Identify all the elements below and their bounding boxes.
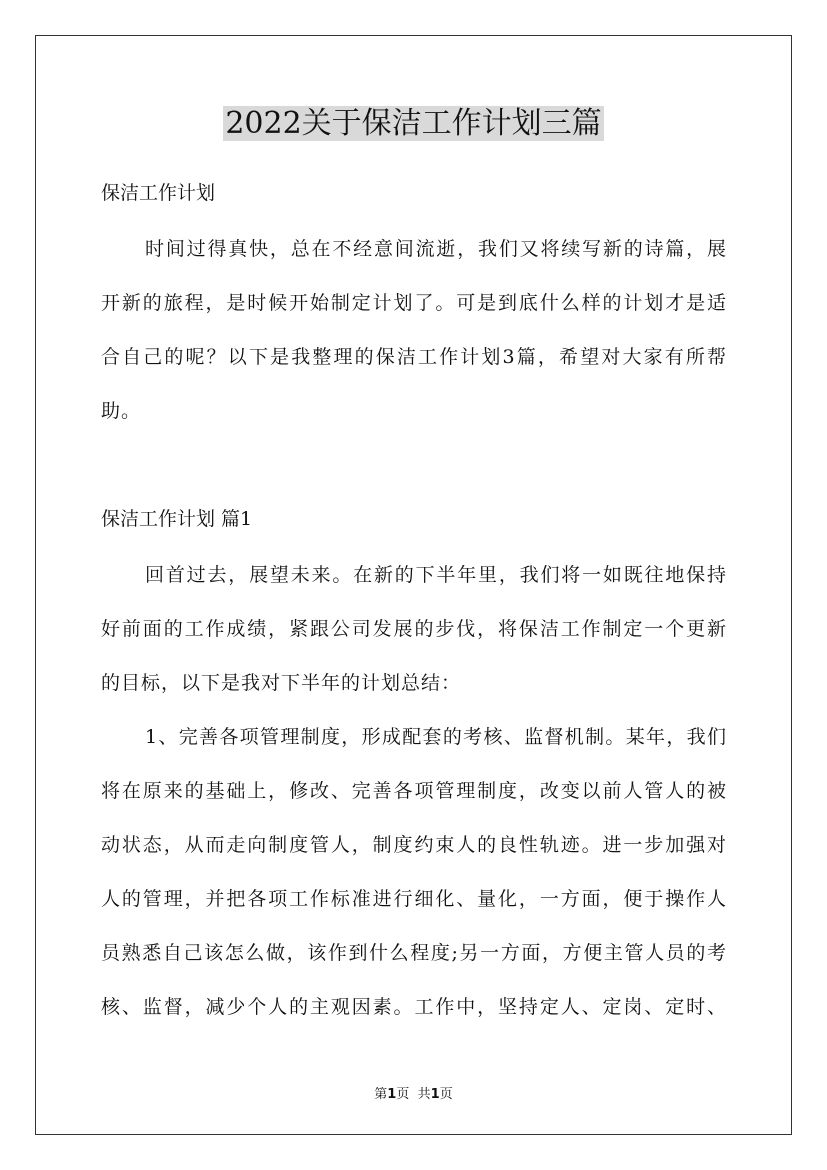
- intro-heading: 保洁工作计划: [101, 182, 216, 204]
- document-body: [101, 174, 727, 1042]
- footer-page-number: 1: [387, 1087, 397, 1102]
- footer-total-number: 1: [430, 1087, 440, 1102]
- paragraph-line: 合自己的呢？以下是我整理的保洁工作计划3篇，希望对大家有所帮: [101, 346, 727, 368]
- section1-paragraph-2: [101, 718, 727, 1042]
- paragraph-line: 时间过得真快，总在不经意间流逝，我们又将续写新的诗篇，展: [145, 238, 727, 260]
- document-title: [0, 104, 827, 144]
- paragraph-line: 1、完善各项管理制度，形成配套的考核、监督机制。某年，我们: [145, 726, 727, 748]
- paragraph-line: 员熟悉自己该怎么做，该作到什么程度;另一方面，方便主管人员的考: [101, 942, 727, 964]
- paragraph-line: 助。: [101, 400, 142, 422]
- footer-total-suffix: 页: [439, 1087, 453, 1102]
- document-title-text: 2022关于保洁工作计划三篇: [225, 106, 602, 141]
- paragraph-line: 开新的旅程，是时候开始制定计划了。可是到底什么样的计划才是适: [101, 292, 727, 314]
- paragraph-line: 核、监督，减少个人的主观因素。工作中，坚持定人、定岗、定时、: [101, 996, 727, 1018]
- section1-paragraph-1: [101, 556, 727, 718]
- paragraph-line: 的目标，以下是我对下半年的计划总结：: [101, 672, 462, 694]
- paragraph-line: 动状态，从而走向制度管人，制度约束人的良性轨迹。进一步加强对: [101, 834, 727, 856]
- page-footer: [0, 1083, 827, 1102]
- paragraph-line: 好前面的工作成绩，紧跟公司发展的步伐，将保洁工作制定一个更新: [101, 618, 727, 640]
- section1-heading: 保洁工作计划 篇1: [101, 508, 253, 530]
- paragraph-line: 将在原来的基础上，修改、完善各项管理制度，改变以前人管人的被: [101, 780, 727, 802]
- footer-page-prefix: 第: [374, 1087, 388, 1102]
- paragraph-line: 回首过去，展望未来。在新的下半年里，我们将一如既往地保持: [145, 564, 727, 586]
- paragraph-line: 人的管理，并把各项工作标准进行细化、量化，一方面，便于操作人: [101, 888, 727, 910]
- footer-total-prefix: 共: [417, 1087, 431, 1102]
- paragraph-gap: [101, 446, 727, 500]
- intro-paragraph: [101, 230, 727, 446]
- footer-page-suffix: 页: [396, 1087, 410, 1102]
